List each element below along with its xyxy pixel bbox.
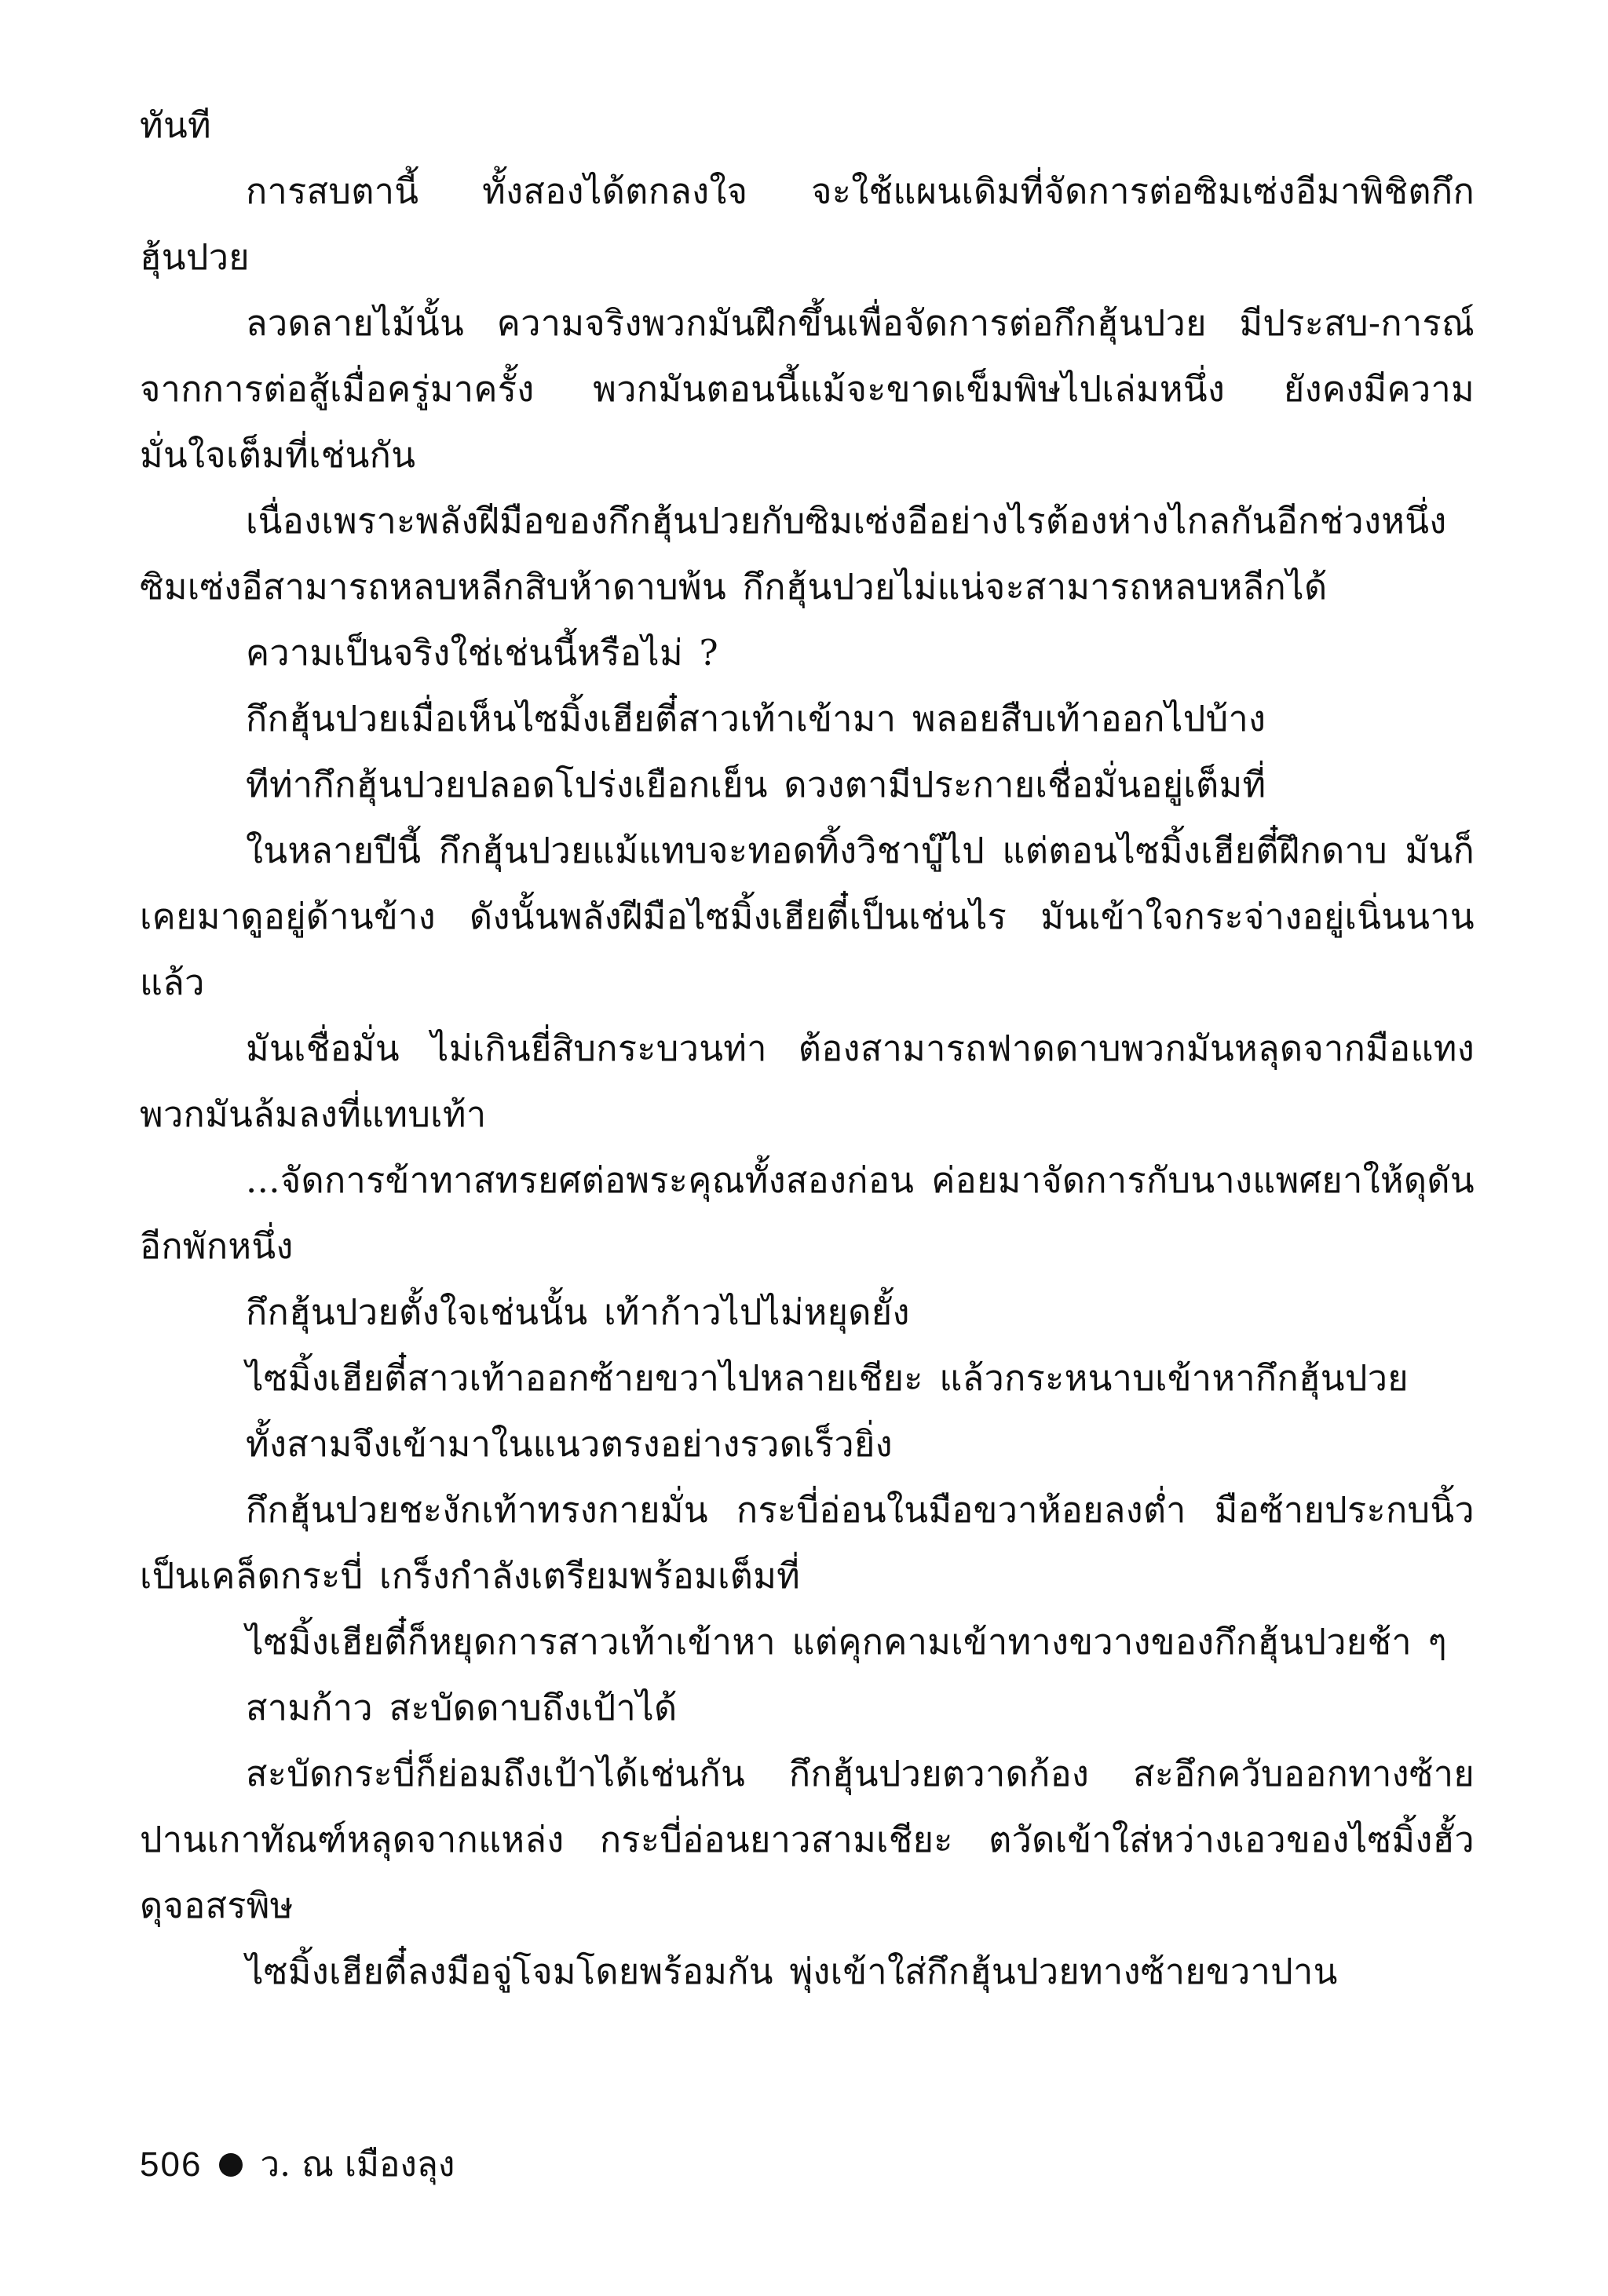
bullet-separator-icon: [219, 2153, 243, 2177]
paragraph: กึกฮุ้นปวยตั้งใจเช่นนั้น เท้าก้าวไปไม่หยุดยั้ง: [246, 1291, 910, 1333]
paragraph: ความเป็นจริงใช่เช่นนี้หรือไม่ ?: [246, 632, 718, 673]
paragraph: กึกฮุ้นปวยชะงักเท้าทรงกายมั่น กระบี่อ่อนในมือขวาห้อยลงต่ำ มือซ้ายประกบนิ้วเป็นเคล็ดกระบี่ เกร็งกำลังเตรียมพร้อมเต็มที่: [140, 1489, 1475, 1597]
paragraph: ไซมิ้งเฮียตี๋ลงมือจู่โจมโดยพร้อมกัน พุ่งเข้าใส่กึกฮุ้นปวยทางซ้ายขวาปาน: [246, 1951, 1338, 1992]
book-page-body: [140, 93, 1475, 2005]
paragraph: ...จัดการข้าทาสทรยศต่อพระคุณทั้งสองก่อน ค่อยมาจัดการกับนางแพศยาให้ดุดันอีกพักหนึ่ง: [140, 1159, 1475, 1267]
paragraph: กึกฮุ้นปวยเมื่อเห็นไซมิ้งเฮียตี๋สาวเท้าเข้ามา พลอยสืบเท้าออกไปบ้าง: [246, 698, 1266, 739]
page-footer: [140, 2141, 455, 2188]
paragraph: สามก้าว สะบัดดาบถึงเป้าได้: [246, 1687, 678, 1728]
paragraph: ไซมิ้งเฮียตี๋ก็หยุดการสาวเท้าเข้าหา แต่คุกคามเข้าทางขวางของกึกฮุ้นปวยช้า ๆ: [246, 1621, 1447, 1663]
paragraph-continuation: ทันที: [140, 104, 211, 146]
paragraph: ทั้งสามจึงเข้ามาในแนวตรงอย่างรวดเร็วยิ่ง: [246, 1423, 893, 1465]
paragraph: ทีท่ากึกฮุ้นปวยปลอดโปร่งเยือกเย็น ดวงตามีประกายเชื่อมั่นอยู่เต็มที่: [246, 764, 1266, 805]
paragraph: การสบตานี้ ทั้งสองได้ตกลงใจ จะใช้แผนเดิมที่จัดการต่อซิมเซ่งอีมาพิชิตกึกฮุ้นปวย: [140, 170, 1475, 278]
paragraph: เนื่องเพราะพลังฝีมือของกึกฮุ้นปวยกับซิมเซ่งอีอย่างไรต้องห่างไกลกันอีกช่วงหนึ่ง ซิมเซ่งอีสามารถหลบหลีกสิบห้าดาบพ้น กึกฮุ้นปวยไม่แน่จะสามารถหลบหลีกได้: [140, 500, 1447, 608]
paragraph: ไซมิ้งเฮียตี๋สาวเท้าออกซ้ายขวาไปหลายเชียะ แล้วกระหนาบเข้าหากึกฮุ้นปวย: [246, 1357, 1409, 1399]
author-name: ว. ณ เมืองลุง: [260, 2145, 455, 2185]
paragraph: มันเชื่อมั่น ไม่เกินยี่สิบกระบวนท่า ต้องสามารถฟาดดาบพวกมันหลุดจากมือแทงพวกมันล้มลงที่แทบเท้า: [140, 1028, 1475, 1135]
page-number: 506: [140, 2145, 203, 2184]
paragraph: สะบัดกระบี่ก็ย่อมถึงเป้าได้เช่นกัน กึกฮุ้นปวยตวาดก้อง สะอึกควับออกทางซ้ายปานเกาทัณฑ์หลุดจากแหล่ง กระบี่อ่อนยาวสามเชียะ ตวัดเข้าใส่หว่างเอวของไซมิ้งฮั้วดุจอสรพิษ: [140, 1753, 1475, 1926]
paragraph: ลวดลายไม้นั้น ความจริงพวกมันฝึกขึ้นเพื่อจัดการต่อกึกฮุ้นปวย มีประสบ-การณ์จากการต่อสู้เมื่อครู่มาครั้ง พวกมันตอนนี้แม้จะขาดเข็มพิษไปเล่มหนึ่ง ยังคงมีความมั่นใจเต็มที่เช่นกัน: [140, 302, 1475, 476]
paragraph: ในหลายปีนี้ กึกฮุ้นปวยแม้แทบจะทอดทิ้งวิชาบู๊ไป แต่ตอนไซมิ้งเฮียตี๋ฝึกดาบ มันก็เคยมาดูอยู่ด้านข้าง ดังนั้นพลังฝีมือไซมิ้งเฮียตี๋เป็นเช่นไร มันเข้าใจกระจ่างอยู่เนิ่นนานแล้ว: [140, 830, 1475, 1003]
